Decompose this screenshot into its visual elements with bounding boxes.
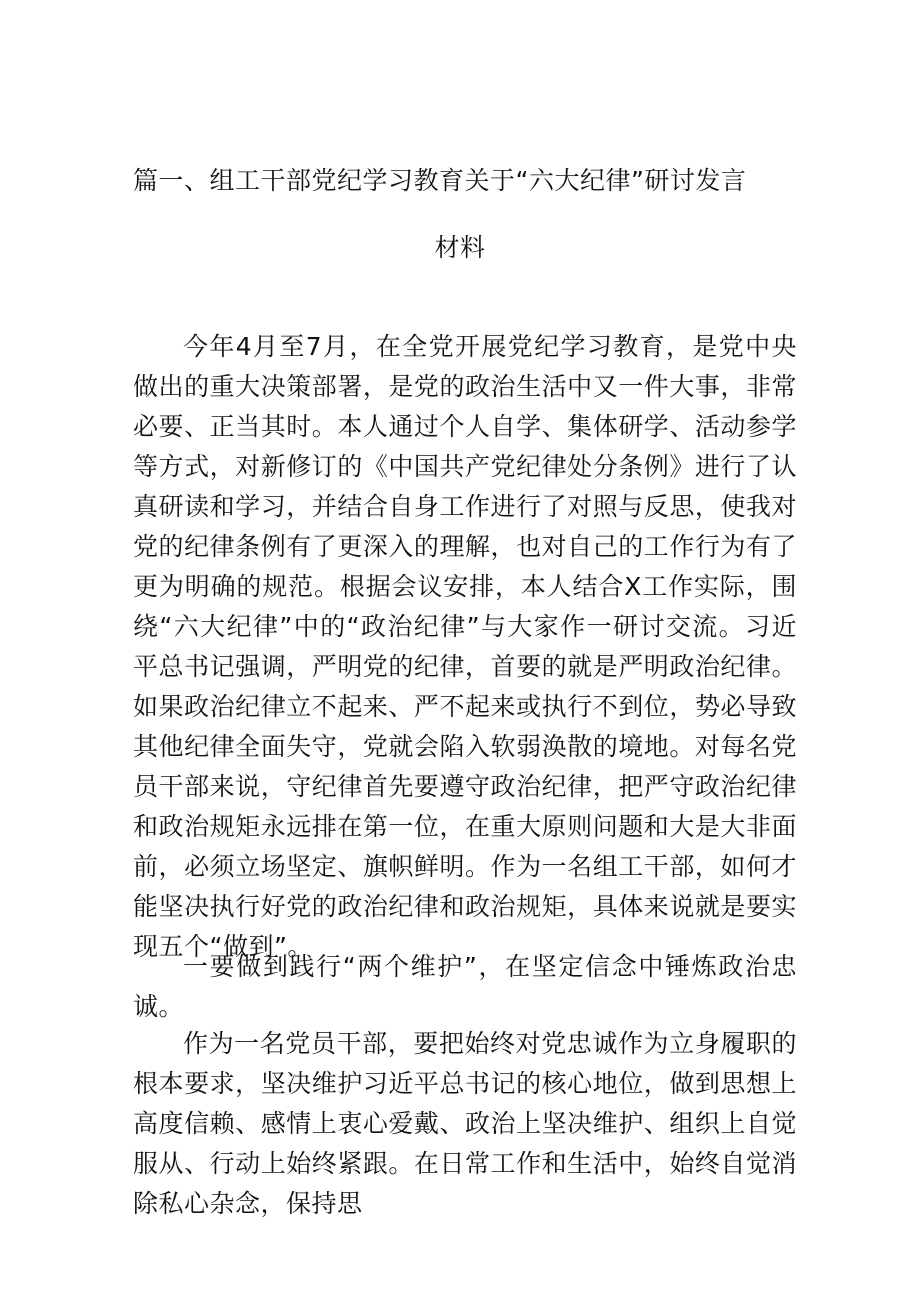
paragraph-intro: 今年4月至7月，在全党开展党纪学习教育，是党中央做出的重大决策部署，是党的政治生活中又一件大事，非常必要、正当其时。本人通过个人自学、集体研学、活动参学等方式，对新修订的《中国共产党纪律处分条例》进行了认真研读和学习，并结合自身工作进行了对照与反思，使我对党的纪律条例有了更深入的理解，也对自己的工作行为有了更为明确的规范。根据会议安排，本人结合X工作实际，围绕“六大纪律”中的“政治纪律”与大家作一研讨交流。习近平总书记强调，严明党的纪律，首要的就是严明政治纪律。如果政治纪律立不起来、严不起来或执行不到位，势必导致其他纪律全面失守，党就会陷入软弱涣散的境地。对每名党员干部来说，守纪律首先要遵守政治纪律，把严守政治纪律和政治规矩永远排在第一位，在重大原则问题和大是大非面前，必须立场坚定、旗帜鲜明。作为一名组工干部，如何才能坚决执行好党的政治纪律和政治规矩，具体来说就是要实现五个“做到”。: [133, 332, 797, 961]
paragraph-heading-one: 一要做到践行“两个维护”，在坚定信念中锤炼政治忠诚。: [133, 952, 797, 1021]
paragraph-body-one: 作为一名党员干部，要把始终对党忠诚作为立身履职的根本要求，坚决维护习近平总书记的核心地位，做到思想上高度信赖、感情上衷心爱戴、政治上坚决维护、组织上自觉服从、行动上始终紧跟。在日常工作和生活中，始终自觉消除私心杂念，保持思: [133, 1029, 797, 1218]
document-title-line-2: 材料: [434, 233, 486, 262]
document-title-line-1: 篇一、组工干部党纪学习教育关于“六大纪律”研讨发言: [133, 166, 747, 195]
